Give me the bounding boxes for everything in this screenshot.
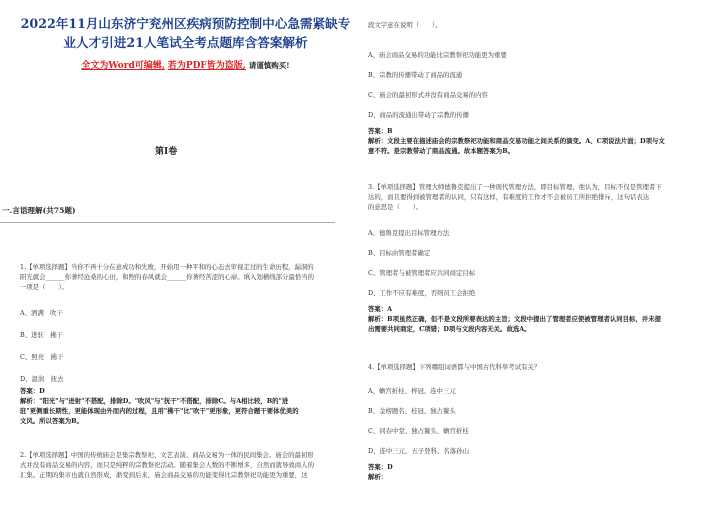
q3-answer: 答案：A	[368, 305, 393, 313]
q1-stem-line: 一项是（ ）。	[20, 283, 68, 291]
q1-stem-line: 阳光就会______你著经沧桑的心田，和煦的春风就会______你著经苦涩的心扉。填入划横线部分最恰当的	[20, 273, 314, 281]
q1-option-b: B、进驻 拂干	[20, 331, 64, 339]
promo-pdf-warning: 若为PDF皆为盗版,	[167, 61, 246, 71]
q3-stem-line: 3.【单项选择题】管理大师德鲁克提出了一种现代管理方法，即目标管理，他认为，目标不仅是管理者下	[368, 183, 662, 191]
q4-stem: 4.【单项选择题】下列哪组词语都与中国古代科举考试有关？	[368, 363, 541, 371]
q2-stem-end: 段文字意在说明（ ）。	[368, 21, 442, 29]
page-title: 2022年11月山东济宁兖州区疾病预防控制中心急需紧缺专业人才引进21人笔试全考点题库含答案解析	[20, 16, 351, 50]
q2-explanation-line: 解析：文段主要在描述庙会的宗教祭祀功能和商品交易功能之间关系的演变。A、C项说法片面；D项与文	[368, 137, 665, 145]
q3-explanation-line: 解析：B项虽然正确，但不是文段所要表达的主旨；文段中提出了管理者应使被管理者认同目标，并未提	[368, 315, 661, 323]
question-3	[368, 182, 698, 212]
q4-answer-block	[368, 462, 698, 482]
q3-stem-line: 达的，而且要得到被管理者的认同，只有这样，有难度的工作才不会被员工所拒绝排斥，这句话表达	[368, 193, 650, 201]
q2-option-b: B、宗教的传播带动了商品的流通	[368, 71, 463, 79]
q1-option-d: D、温润 抚去	[20, 375, 64, 383]
question-1	[20, 262, 350, 292]
q3-explanation-line: 出需要共同商定，C项错；D项与文段内容无关。故选A。	[368, 325, 531, 333]
q3-option-a: A、德鲁克提出目标管理方法	[368, 229, 450, 237]
q4-answer: 答案：D	[368, 463, 393, 471]
q3-option-d: D、工作不应有难度，否则员工会拒绝	[368, 289, 476, 297]
q2-continuation	[368, 20, 698, 30]
q1-explanation-line: 文风。所以答案为B。	[20, 417, 83, 425]
q1-answer-block	[20, 386, 350, 426]
q4-options	[368, 386, 698, 456]
q2-explanation-line: 意不符。是宗教带动了商品流通。故本题答案为B。	[368, 147, 514, 155]
left-column	[18, 14, 353, 73]
section-divider	[0, 222, 335, 223]
section-heading: 一.言语理解(共75题)	[2, 206, 76, 215]
q4-option-d: D、连中三元、五子登科、名落孙山	[368, 447, 469, 455]
q1-option-a: A、洒满 吹干	[20, 309, 63, 317]
q4-option-c: C、同春中堂、独占鳌头、蟾宫折桂	[368, 427, 469, 435]
q2-stem-line: 式并没有商品交易的内容，而只是纯粹的宗教祭祀活动。随着集会人数的不断增多，自然而就导致商人的	[20, 461, 314, 469]
q2-option-d: D、商品的流通出带动了宗教的传播	[368, 111, 469, 119]
q2-option-c: C、庙会的最初形式并没有商品交易的内容	[368, 91, 488, 99]
q1-option-c: C、照亮 拂干	[20, 353, 64, 361]
q3-option-c: C、管理者与被管理者应共同商定目标	[368, 269, 476, 277]
q1-explanation-line: 解析："阳光"与"迸射"不搭配，排除D。"吹风"与"抚干"不搭配，排除C。与A相比较，B的"进	[20, 397, 289, 405]
roll-heading: 第I卷	[155, 147, 178, 157]
q2-stem-line: 汇集。正期的集市也就自然形成，渐变到后来，庙会商品交易的功能变得比宗教祭祀功能更为重要，这	[20, 471, 308, 479]
q1-stem-line: 1.【单项选择题】当你不再十分在意成功和失败，开始用一种平和的心态去审视走过的生命历程，漏洞的	[20, 263, 314, 271]
q1-options	[20, 308, 350, 384]
promo-word-editable: 全文为Word可编辑,	[81, 61, 165, 71]
q2-answer: 答案：B	[368, 127, 393, 135]
q3-stem-line: 的意思是（ ）。	[368, 203, 423, 211]
q2-options	[368, 50, 698, 120]
promo-line	[18, 59, 353, 73]
q1-explanation-line: 驻"更侧重长期性，更能体现由外而内的过程，且用"拂干"比"吹干"更形象，更符合题干要体优美的	[20, 407, 299, 415]
q1-answer: 答案：D	[20, 387, 45, 395]
question-2	[20, 450, 350, 480]
q3-answer-block	[368, 304, 698, 334]
q4-option-b: B、金榜题名、桂冠、独占鳌头	[368, 407, 456, 415]
promo-caution: 请谨慎购买!	[248, 61, 290, 70]
q4-explanation: 解析：	[368, 473, 388, 481]
question-4	[368, 362, 698, 372]
q2-answer-block	[368, 126, 698, 156]
q2-option-a: A、庙会商品交易的功能比宗教祭祀功能更为重要	[368, 51, 507, 59]
q4-option-a: A、蟾宫折桂、梓冠、连中三元	[368, 387, 456, 395]
q3-option-b: B、目标由管理者确定	[368, 249, 431, 257]
q3-options	[368, 228, 698, 298]
q2-stem-line: 2.【单项选择题】中国的传统庙会是集宗教祭祀、文艺表演、商品交易为一体的民间集会。庙会的最初形	[20, 451, 314, 459]
